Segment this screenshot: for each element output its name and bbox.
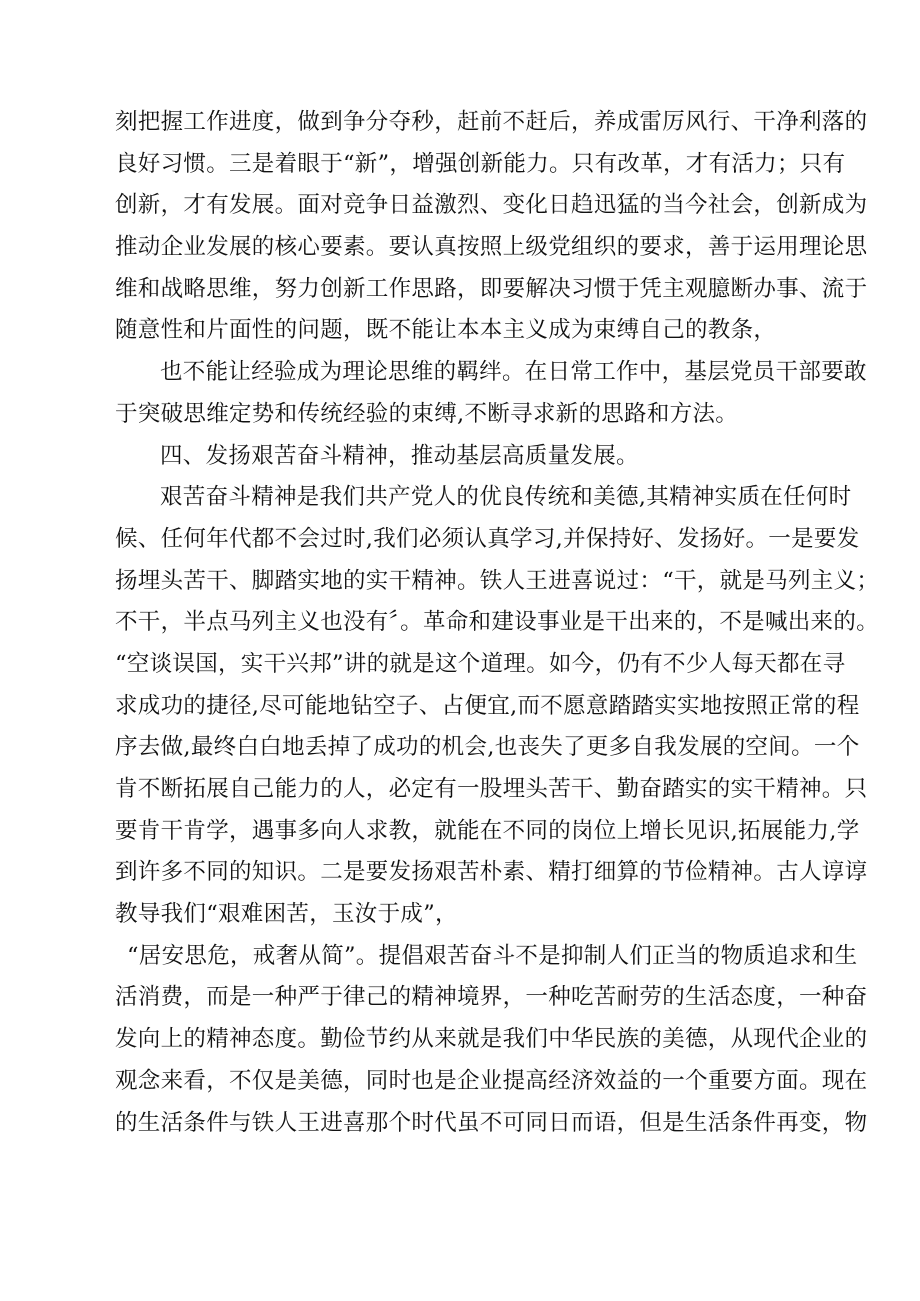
text-line: 肯不断拓展自己能力的人，必定有一股埋头苦干、勤奋踏实的实干精神。只 — [115, 776, 868, 802]
text-line: 不干，半点马列主义也没有〞。革命和建设事业是干出来的，不是喊出来的。 — [115, 609, 879, 636]
text-line: 求成功的捷径,尽可能地钻空子、占便宜,而不愿意踏踏实实地按照正常的程 — [115, 692, 860, 719]
text-line: 扬埋头苦干、脚踏实地的实干精神。铁人王进喜说过：“干，就是马列主义； — [115, 567, 880, 594]
text-line: 活消费，而是一种严于律己的精神境界，一种吃苦耐劳的生活态度，一种奋 — [115, 984, 868, 1011]
text-line: 序去做,最终白白地丢掉了成功的机会,也丧失了更多自我发展的空间。一个 — [115, 734, 860, 761]
text-line: 的生活条件与铁人王进喜那个时代虽不可同日而语，但是生活条件再变，物 — [115, 1109, 868, 1136]
text-line: 要肯干肯学，遇事多向人求教，就能在不同的岗位上增长见识,拓展能力,学 — [115, 817, 860, 844]
text-line: 候、任何年代都不会过时,我们必须认真学习,并保持好、发扬好。一是要发 — [115, 525, 860, 552]
section-heading: 四、发扬艰苦奋斗精神，推动基层高质量发展。 — [160, 442, 639, 469]
text-line: 观念来看，不仅是美德，同时也是企业提高经济效益的一个重要方面。现在 — [115, 1067, 868, 1094]
text-line: 艰苦奋斗精神是我们共产党人的优良传统和美德,其精神实质在任何时 — [160, 484, 852, 511]
text-line: 推动企业发展的核心要素。要认真按照上级党组织的要求，善于运用理论思 — [115, 234, 868, 261]
text-line: 教导我们“艰难困苦，玉汝于成”， — [115, 901, 458, 928]
text-line: 维和战略思维，努力创新工作思路，即要解决习惯于凭主观臆断办事、流于 — [115, 275, 868, 302]
text-line: 到许多不同的知识。二是要发扬艰苦朴素、精打细算的节俭精神。古人谆谆 — [115, 859, 868, 886]
text-line: “空谈误国，实干兴邦”讲的就是这个道理。如今，仍有不少人每天都在寻 — [115, 650, 846, 677]
text-line: 发向上的精神态度。勤俭节约从来就是我们中华民族的美德，从现代企业的 — [115, 1026, 868, 1053]
text-line: 也不能让经验成为理论思维的羁绊。在日常工作中，基层党员干部要敢 — [160, 359, 867, 386]
text-line: “居安思危，戒奢从简”。提倡艰苦奋斗不是抑制人们正当的物质追求和生 — [127, 942, 858, 969]
text-line: 创新，才有发展。面对竞争日益激烈、变化日趋迅猛的当今社会，创新成为 — [115, 192, 868, 219]
body-text — [115, 102, 880, 1144]
text-line: 刻把握工作进度，做到争分夺秒，赶前不赶后，养成雷厉风行、干净利落的 — [115, 109, 868, 135]
text-line: 良好习惯。三是着眼于“新”，增强创新能力。只有改革，才有活力；只有 — [115, 150, 846, 177]
text-line: 随意性和片面性的问题，既不能让本本主义成为束缚自己的教条， — [115, 317, 777, 344]
text-line: 于突破思维定势和传统经验的束缚,不断寻求新的思路和方法。 — [115, 400, 739, 427]
